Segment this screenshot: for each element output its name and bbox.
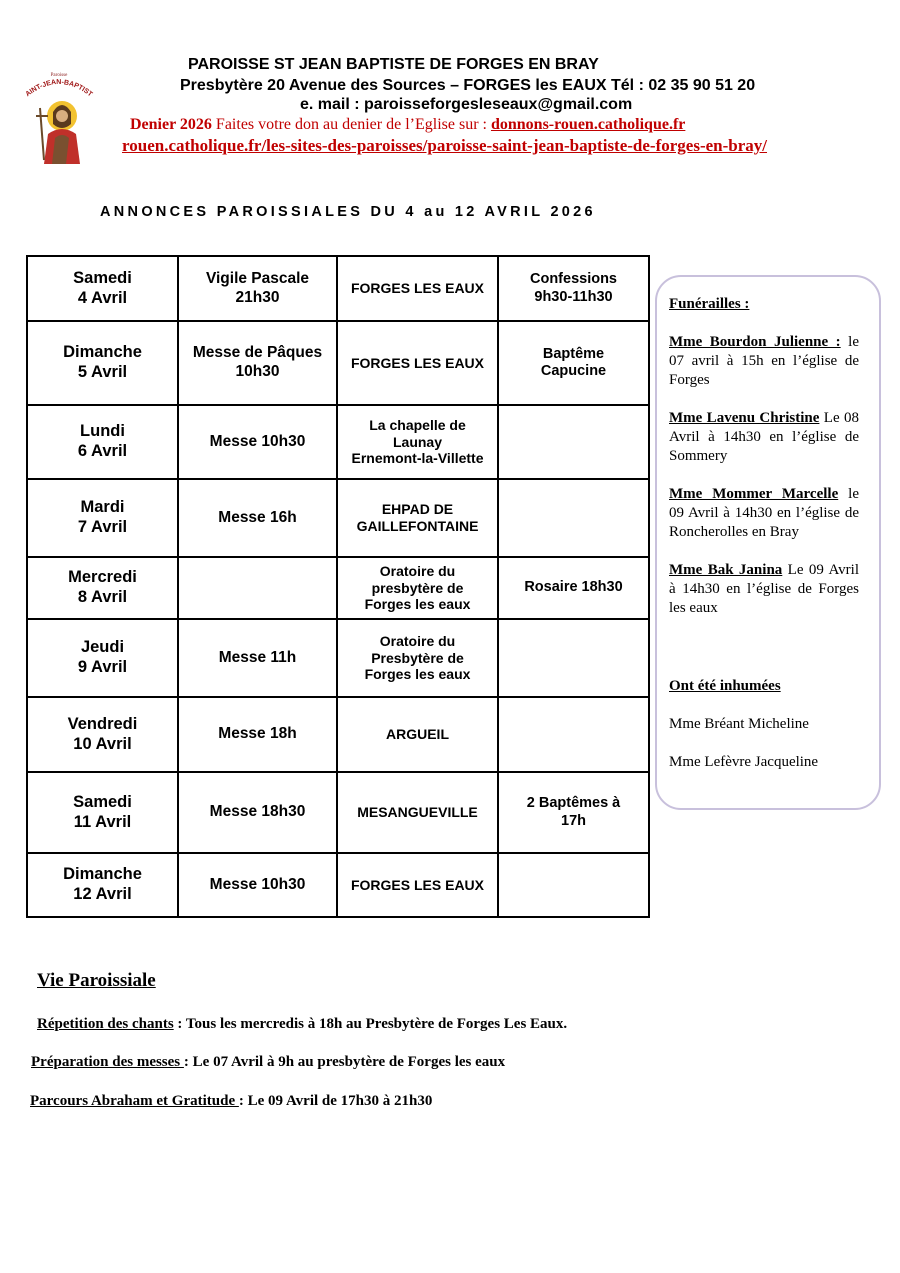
schedule-day: Samedi 11 Avril xyxy=(27,772,178,853)
parish-logo xyxy=(22,68,96,164)
buried-name: Mme Lefèvre Jacqueline xyxy=(669,754,819,770)
denier-text: Faites votre don au denier de l’Eglise sur : xyxy=(211,116,491,133)
funeral-entry: Mme Bak Janina Le 09 Avril à 14h30 en l’église de Forges les eaux xyxy=(669,562,860,616)
vie-line: Répetition des chants : Tous les mercredis à 18h au Presbytère de Forges Les Eaux. xyxy=(37,1016,568,1032)
schedule-note xyxy=(498,853,649,917)
schedule-location: FORGES LES EAUX xyxy=(337,853,498,917)
schedule-activity: Messe 10h30 xyxy=(178,405,337,479)
schedule-day: Vendredi 10 Avril xyxy=(27,697,178,772)
announcements-title: ANNONCES PAROISSIALES DU 4 au 12 AVRIL 2026 xyxy=(100,204,596,220)
vie-paroissiale-title: Vie Paroissiale xyxy=(37,970,156,991)
schedule-row xyxy=(27,697,649,772)
parish-site-link[interactable]: rouen.catholique.fr/les-sites-des-paroisses/paroisse-saint-jean-baptiste-de-forges-en-bray/ xyxy=(122,136,768,155)
schedule-note xyxy=(498,405,649,479)
schedule-location: FORGES LES EAUX xyxy=(337,321,498,405)
saint-john-baptist-icon xyxy=(22,68,96,164)
svg-text:SAINT-JEAN-BAPTISTE: AINT-JEAN-BAPTIST xyxy=(24,78,94,99)
schedule-table xyxy=(26,255,650,918)
parish-email: e. mail : paroisseforgesleseaux@gmail.com xyxy=(300,96,633,113)
schedule-row xyxy=(27,557,649,619)
schedule-day: Dimanche 12 Avril xyxy=(27,853,178,917)
schedule-row xyxy=(27,619,649,697)
vie-line: Parcours Abraham et Gratitude : Le 09 Avril de 17h30 à 21h30 xyxy=(30,1093,433,1109)
schedule-location: Oratoire du presbytère de Forges les eaux xyxy=(337,557,498,619)
schedule-day: Samedi 4 Avril xyxy=(27,256,178,321)
svg-text:Paroisse: Paroisse xyxy=(50,73,68,78)
funeral-entry: Mme Lavenu Christine Le 08 Avril à 14h30 en l’église de Sommery xyxy=(669,410,859,464)
denier-link[interactable]: donnons-rouen.catholique.fr xyxy=(490,116,686,133)
schedule-row xyxy=(27,405,649,479)
funeral-entry: Mme Bourdon Julienne : le 07 avril à 15h en l’église de Forges xyxy=(669,334,859,388)
schedule-location: ARGUEIL xyxy=(337,697,498,772)
schedule-activity: Messe de Pâques 10h30 xyxy=(178,321,337,405)
parish-title: PAROISSE ST JEAN BAPTISTE DE FORGES EN BRAY xyxy=(188,56,599,73)
schedule-note: Baptême Capucine xyxy=(498,321,649,405)
schedule-day: Mercredi 8 Avril xyxy=(27,557,178,619)
schedule-activity: Messe 18h30 xyxy=(178,772,337,853)
buried-title: Ont été inhumées xyxy=(669,678,781,694)
funerals-title: Funérailles : xyxy=(669,296,750,312)
schedule-row xyxy=(27,772,649,853)
schedule-activity xyxy=(178,557,337,619)
schedule-activity: Messe 16h xyxy=(178,479,337,557)
denier-label: Denier 2026 xyxy=(130,116,212,133)
schedule-note: 2 Baptêmes à 17h xyxy=(498,772,649,853)
schedule-location: La chapelle de Launay Ernemont-la-Villette xyxy=(337,405,498,479)
schedule-day: Mardi 7 Avril xyxy=(27,479,178,557)
schedule-activity: Messe 10h30 xyxy=(178,853,337,917)
schedule-note xyxy=(498,619,649,697)
denier-line xyxy=(130,116,685,134)
schedule-row xyxy=(27,321,649,405)
schedule-location: FORGES LES EAUX xyxy=(337,256,498,321)
schedule-activity: Messe 11h xyxy=(178,619,337,697)
vie-line: Préparation des messes : Le 07 Avril à 9h au presbytère de Forges les eaux xyxy=(31,1054,506,1070)
buried-name: Mme Bréant Micheline xyxy=(669,716,809,732)
schedule-day: Dimanche 5 Avril xyxy=(27,321,178,405)
schedule-note xyxy=(498,697,649,772)
schedule-day: Jeudi 9 Avril xyxy=(27,619,178,697)
schedule-note xyxy=(498,479,649,557)
funerals-panel xyxy=(655,275,881,810)
schedule-note: Rosaire 18h30 xyxy=(498,557,649,619)
parish-address: Presbytère 20 Avenue des Sources – FORGES les EAUX Tél : 02 35 90 51 20 xyxy=(180,77,756,94)
funeral-entry: Mme Mommer Marcelle le 09 Avril à 14h30 en l’église de Roncherolles en Bray xyxy=(669,486,859,540)
schedule-activity: Messe 18h xyxy=(178,697,337,772)
schedule-activity: Vigile Pascale 21h30 xyxy=(178,256,337,321)
schedule-row xyxy=(27,479,649,557)
schedule-row xyxy=(27,256,649,321)
schedule-note: Confessions 9h30-11h30 xyxy=(498,256,649,321)
schedule-location: EHPAD DE GAILLEFONTAINE xyxy=(337,479,498,557)
schedule-location: Oratoire du Presbytère de Forges les eaux xyxy=(337,619,498,697)
schedule-location: MESANGUEVILLE xyxy=(337,772,498,853)
schedule-row xyxy=(27,853,649,917)
schedule-day: Lundi 6 Avril xyxy=(27,405,178,479)
